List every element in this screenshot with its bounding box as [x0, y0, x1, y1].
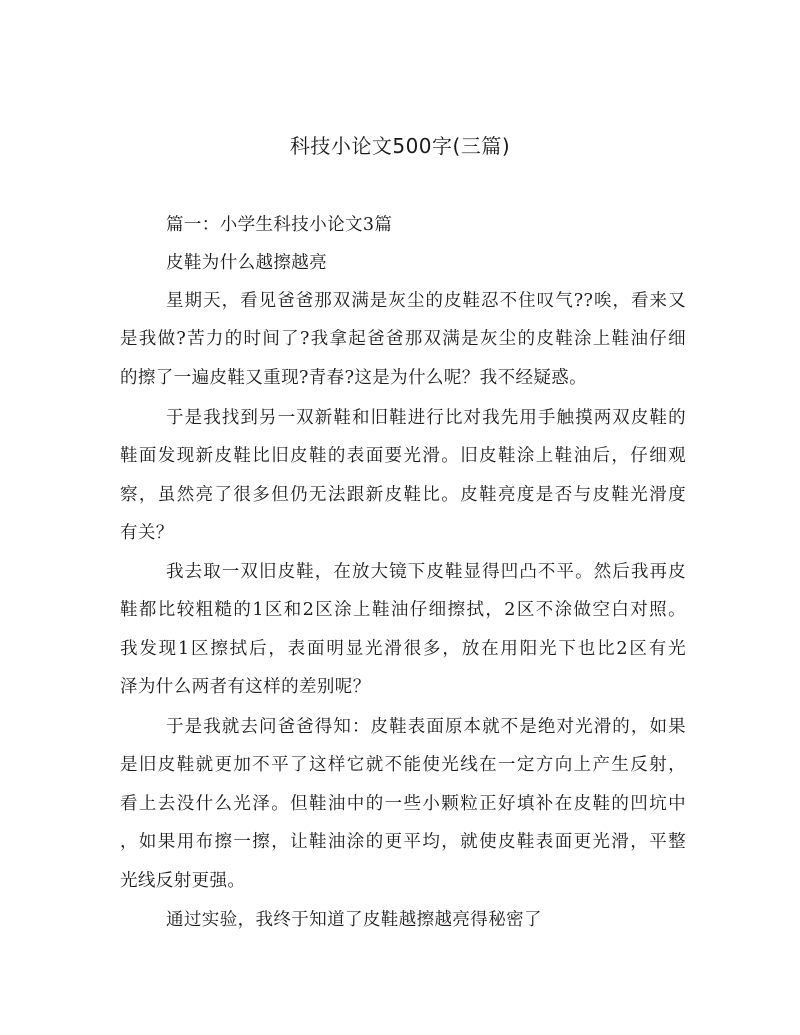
- paragraph-line: 是我做?苦力的时间了?我拿起爸爸那双满是灰尘的皮鞋涂上鞋油仔细: [120, 329, 686, 349]
- paragraph-line: 察，虽然亮了很多但仍无法跟新皮鞋比。皮鞋亮度是否与皮鞋光滑度: [120, 485, 686, 505]
- paragraph-line: 我发现1区擦拭后，表面明显光滑很多，放在用阳光下也比2区有光: [120, 639, 686, 659]
- paragraph-line: 星期天，看见爸爸那双满是灰尘的皮鞋忍不住叹气??唉，看来又: [166, 291, 686, 311]
- paragraph-line: 是旧皮鞋就更加不平了这样它就不能使光线在一定方向上产生反射，: [120, 755, 686, 775]
- paragraph-line: 泽为什么两者有这样的差别呢？: [120, 677, 371, 697]
- paragraph-line: 于是我找到另一双新鞋和旧鞋进行比对我先用手触摸两双皮鞋的: [166, 408, 686, 428]
- paragraph-line: 光线反射更强。: [120, 871, 246, 891]
- paragraph-line: 的擦了一遍皮鞋又重现?青春?这是为什么呢？我不经疑惑。: [120, 368, 588, 388]
- paragraph-line: 鞋都比较粗糙的1区和2区涂上鞋油仔细擦拭，2区不涂做空白对照。: [120, 600, 686, 620]
- essay-title: 皮鞋为什么越擦越亮: [166, 253, 328, 273]
- paragraph-line: 我去取一双旧皮鞋，在放大镜下皮鞋显得凹凸不平。然后我再皮: [166, 562, 686, 582]
- document-title: 科技小论文500字(三篇): [289, 134, 511, 158]
- section-heading: 篇一：小学生科技小论文3篇: [166, 215, 393, 235]
- paragraph-line: ，如果用布擦一擦，让鞋油涂的更平均，就使皮鞋表面更光滑，平整: [120, 832, 686, 852]
- paragraph-line: 有关？: [120, 523, 174, 543]
- paragraph-line: 于是我就去问爸爸得知：皮鞋表面原本就不是绝对光滑的，如果: [166, 717, 686, 737]
- paragraph-line: 通过实验，我终于知道了皮鞋越擦越亮得秘密了: [166, 910, 542, 930]
- paragraph-line: 看上去没什么光泽。但鞋油中的一些小颗粒正好填补在皮鞋的凹坑中: [120, 794, 686, 814]
- paragraph-line: 鞋面发现新皮鞋比旧皮鞋的表面要光滑。旧皮鞋涂上鞋油后，仔细观: [120, 446, 686, 466]
